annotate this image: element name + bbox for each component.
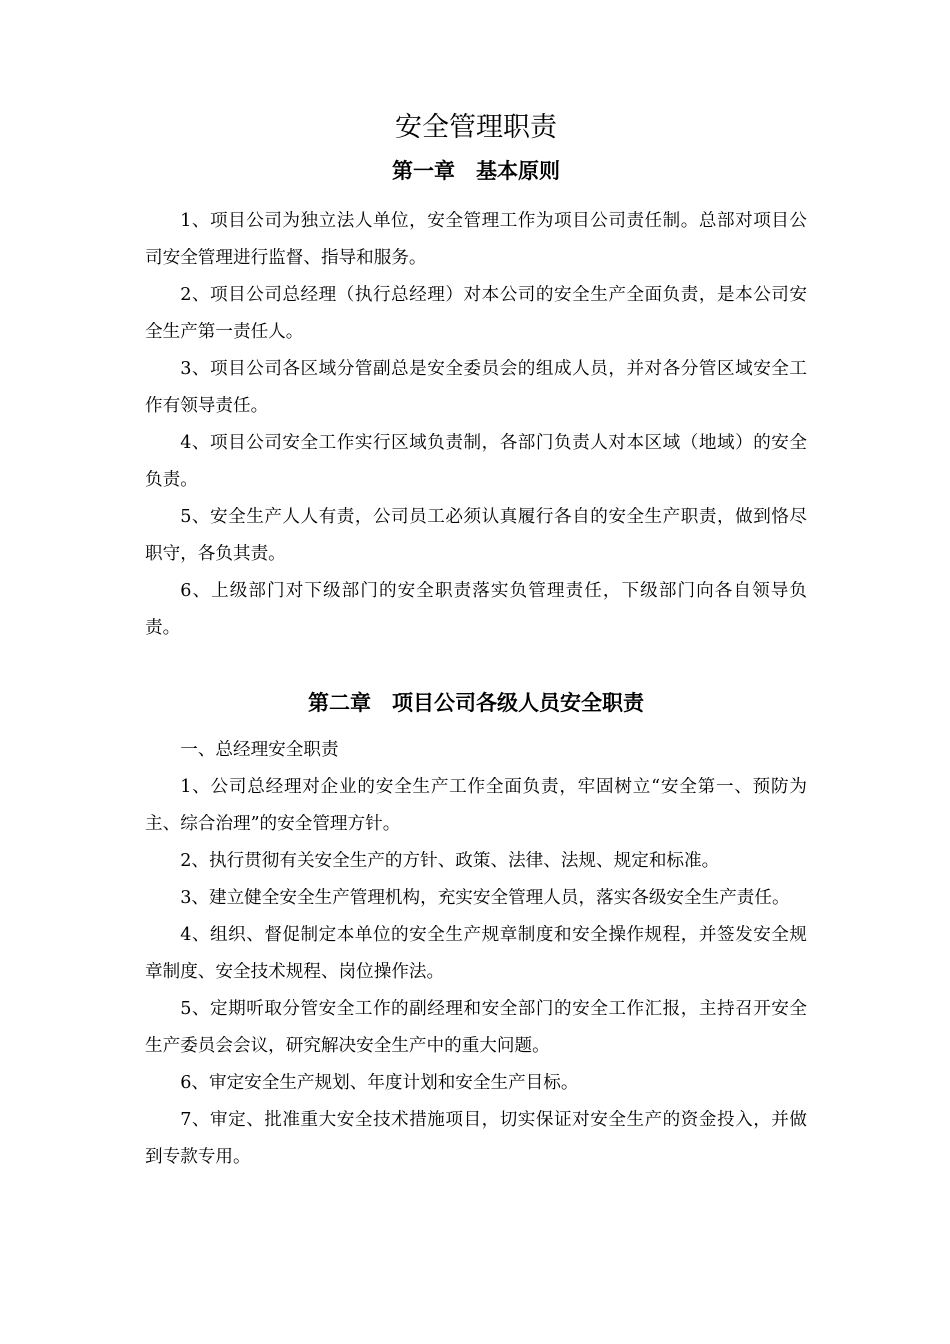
paragraph: 6、上级部门对下级部门的安全职责落实负管理责任，下级部门向各自领导负责。 bbox=[145, 581, 807, 638]
chapter-1-heading: 第一章 基本原则 bbox=[392, 159, 560, 183]
paragraph: 3、项目公司各区域分管副总是安全委员会的组成人员，并对各分管区域安全工作有领导责任。 bbox=[145, 359, 807, 416]
paragraph: 4、组织、督促制定本单位的安全生产规章制度和安全操作规程，并签发安全规章制度、安全技术规程、岗位操作法。 bbox=[145, 925, 807, 982]
paragraph: 6、审定安全生产规划、年度计划和安全生产目标。 bbox=[180, 1073, 579, 1093]
paragraph: 2、执行贯彻有关安全生产的方针、政策、法律、法规、规定和标准。 bbox=[180, 851, 720, 871]
paragraph: 4、项目公司安全工作实行区域负责制，各部门负责人对本区域（地域）的安全负责。 bbox=[145, 433, 807, 490]
section-subheading: 一、总经理安全职责 bbox=[180, 740, 339, 760]
paragraph: 1、项目公司为独立法人单位，安全管理工作为项目公司责任制。总部对项目公司安全管理进行监督、指导和服务。 bbox=[145, 211, 807, 268]
paragraph: 5、安全生产人人有责，公司员工必须认真履行各自的安全生产职责，做到恪尽职守，各负其责。 bbox=[145, 507, 807, 564]
chapter-1-body bbox=[145, 203, 807, 647]
paragraph: 2、项目公司总经理（执行总经理）对本公司的安全生产全面负责，是本公司安全生产第一责任人。 bbox=[145, 285, 807, 342]
chapter-2-body bbox=[145, 732, 807, 1176]
chapter-2-heading: 第二章 项目公司各级人员安全职责 bbox=[308, 691, 644, 715]
paragraph: 1、公司总经理对企业的安全生产工作全面负责，牢固树立“安全第一、预防为主、综合治理”的安全管理方针。 bbox=[145, 777, 807, 834]
paragraph: 3、建立健全安全生产管理机构，充实安全管理人员，落实各级安全生产责任。 bbox=[180, 888, 790, 908]
paragraph: 5、定期听取分管安全工作的副经理和安全部门的安全工作汇报，主持召开安全生产委员会会议，研究解决安全生产中的重大问题。 bbox=[145, 999, 807, 1056]
document-page bbox=[145, 108, 807, 1176]
paragraph: 7、审定、批准重大安全技术措施项目，切实保证对安全生产的资金投入，并做到专款专用。 bbox=[145, 1110, 807, 1167]
document-title: 安全管理职责 bbox=[395, 112, 557, 143]
